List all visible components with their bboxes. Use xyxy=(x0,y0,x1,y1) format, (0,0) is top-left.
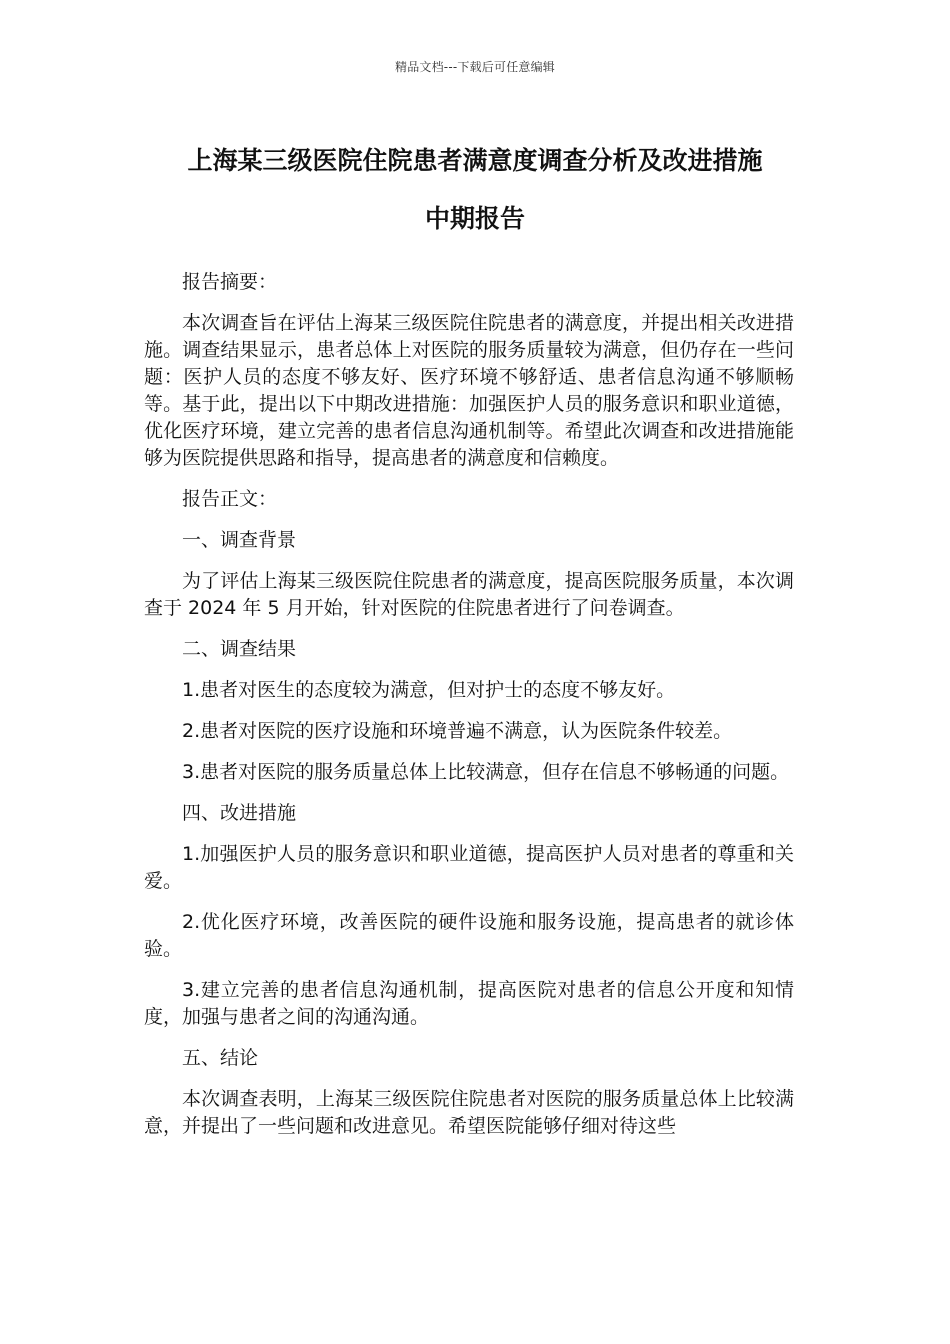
conclusion-paragraph: 本次调查表明，上海某三级医院住院患者对医院的服务质量总体上比较满意，并提出了一些问题和改进意见。希望医院能够仔细对待这些 xyxy=(144,1088,794,1137)
measure-item-1: 1.加强医护人员的服务意识和职业道德，提高医护人员对患者的尊重和关爱。 xyxy=(144,843,794,892)
section-heading-measures: 四、改进措施 xyxy=(182,802,297,824)
document-title-line-2: 中期报告 xyxy=(424,204,525,233)
result-item-3: 3.患者对医院的服务质量总体上比较满意，但存在信息不够畅通的问题。 xyxy=(182,761,790,783)
abstract-heading: 报告摘要： xyxy=(182,271,278,293)
measure-item-2: 2.优化医疗环境，改善医院的硬件设施和服务设施，提高患者的就诊体验。 xyxy=(144,911,794,960)
main-text-heading: 报告正文： xyxy=(182,488,278,510)
section-background-paragraph: 为了评估上海某三级医院住院患者的满意度，提高医院服务质量，本次调查于 2024 年 5 月开始，针对医院的住院患者进行了问卷调查。 xyxy=(144,570,794,619)
document-title-line-1: 上海某三级医院住院患者满意度调查分析及改进措施 xyxy=(187,146,763,175)
result-item-1: 1.患者对医生的态度较为满意，但对护士的态度不够友好。 xyxy=(182,679,676,701)
document-body xyxy=(144,269,794,1140)
measure-item-3: 3.建立完善的患者信息沟通机制，提高医院对患者的信息公开度和知情度，加强与患者之间的沟通沟通。 xyxy=(144,979,794,1028)
abstract-paragraph: 本次调查旨在评估上海某三级医院住院患者的满意度，并提出相关改进措施。调查结果显示，患者总体上对医院的服务质量较为满意，但仍存在一些问题：医护人员的态度不够友好、医疗环境不够舒适、患者信息沟通不够顺畅等。基于此，提出以下中期改进措施：加强医护人员的服务意识和职业道德，优化医疗环境，建立完善的患者信息沟通机制等。希望此次调查和改进措施能够为医院提供思路和指导，提高患者的满意度和信赖度。 xyxy=(144,312,794,469)
section-heading-background: 一、调查背景 xyxy=(182,529,297,551)
document-title xyxy=(100,132,850,248)
section-heading-results: 二、调查结果 xyxy=(182,638,297,660)
result-item-2: 2.患者对医院的医疗设施和环境普遍不满意，认为医院条件较差。 xyxy=(182,720,733,742)
section-heading-conclusion: 五、结论 xyxy=(182,1047,259,1069)
page-header-note: 精品文档---下载后可任意编辑 xyxy=(395,60,555,74)
